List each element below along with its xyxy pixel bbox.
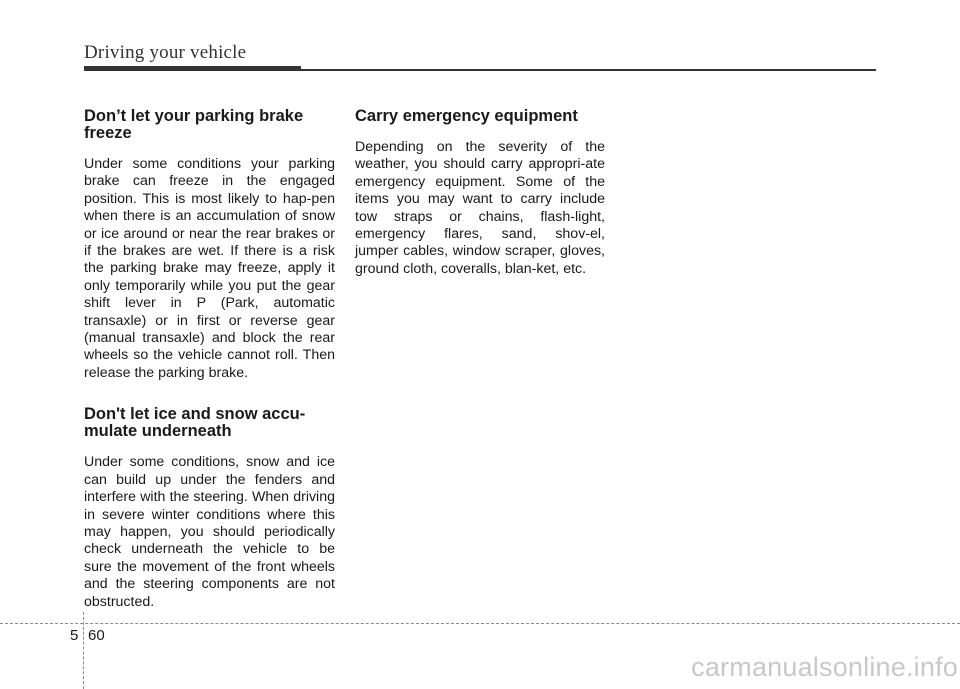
page-header-title: Driving your vehicle (84, 42, 247, 63)
header-rule-thick (84, 66, 301, 71)
left-column (84, 108, 335, 635)
section-heading: Don’t let your parking brake freeze (84, 107, 304, 142)
section-heading: Don't let ice and snow accu-mulate underneath (84, 405, 306, 441)
footer-divider (83, 612, 84, 689)
section-ice-snow (84, 406, 335, 611)
watermark[interactable]: carmanualsonline.info (691, 652, 958, 682)
section-body: Under some conditions your parking brake can freeze in the engaged position. This is most likely to hap-pen when there is an accumulation of snow or ice around or near the rear brakes or if the brakes are wet. If there is a risk the parking brake may freeze, apply it only temporarily while you put the gear shift lever in P (Park, automatic transaxle) or in first or reverse gear (manual transaxle) and block the rear wheels so the vehicle cannot roll. Then release the parking brake. (84, 156, 335, 381)
footer-chapter-number: 5 (70, 627, 79, 644)
section-parking-brake (84, 108, 335, 382)
footer-rule (0, 623, 960, 624)
section-body: Under some conditions, snow and ice can build up under the fenders and interfere with the steering. When driving in severe winter conditions where this may happen, you should periodically check underneath the vehicle to be sure the movement of the front wheels and the steering components are not obstructed. (84, 454, 335, 610)
section-body: Depending on the severity of the weather, you should carry appropri-ate emergency equipment. Some of the items you may want to carry include tow straps or chains, flash-light, emergency flares, sand, shov-el, jumper cables, window scraper, gloves, ground cloth, coveralls, blan-ket, etc. (355, 139, 605, 277)
header-rule-thin (301, 69, 876, 71)
section-heading: Carry emergency equipment (355, 107, 578, 125)
footer-page-number: 60 (88, 627, 105, 644)
section-emergency-equipment (355, 108, 605, 278)
right-column (355, 108, 605, 302)
